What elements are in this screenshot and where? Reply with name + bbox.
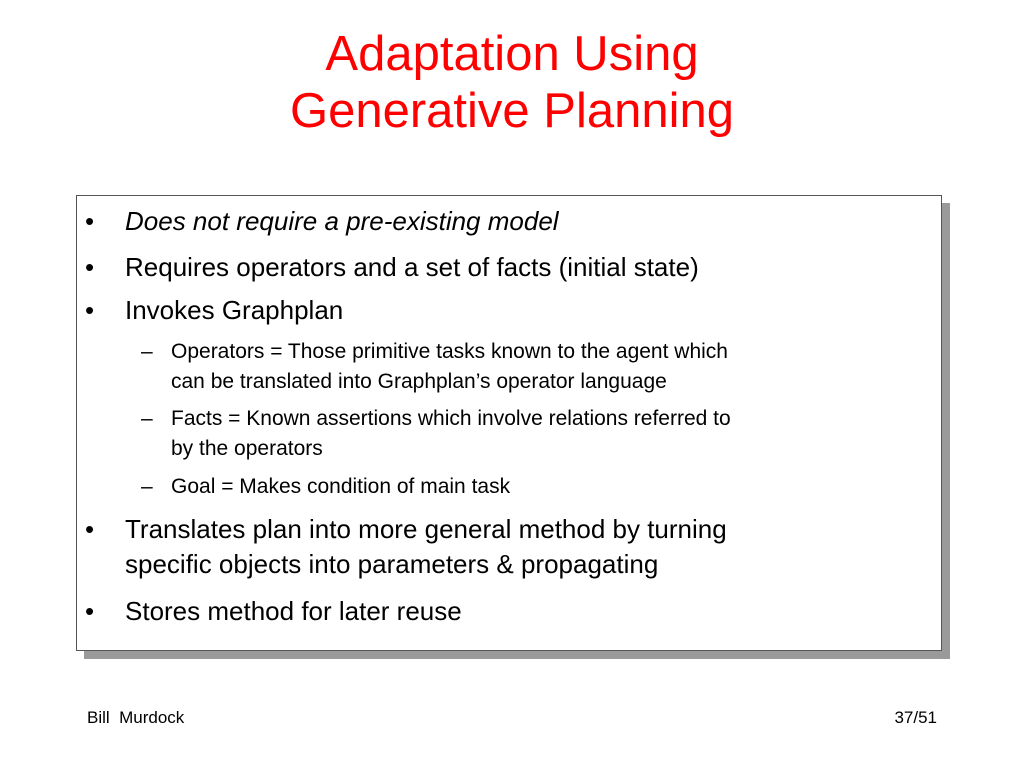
bullet-line: Translates plan into more general method by turning [125, 514, 727, 544]
sub-bullet-line: Facts = Known assertions which involve relations referred to [171, 407, 731, 430]
bullet-glyph: • [85, 596, 95, 626]
slide-title [0, 26, 1024, 140]
sub-bullet-line: by the operators [171, 437, 323, 460]
bullet-text: Stores method for later reuse [125, 596, 462, 626]
bullet-glyph: • [85, 295, 95, 325]
slide-title-line-2: Generative Planning [289, 84, 734, 138]
sub-bullet-text: Goal = Makes condition of main task [171, 475, 511, 498]
sub-bullet-line: can be translated into Graphplan’s operator language [171, 370, 667, 393]
bullet-text: Does not require a pre-existing model [125, 206, 559, 236]
dash-glyph: – [141, 407, 153, 430]
sub-bullet-text [171, 404, 936, 464]
bullet-glyph: • [85, 206, 95, 236]
sub-bullet-text [171, 337, 936, 397]
dash-glyph: – [141, 340, 153, 363]
footer-page-number: 37/51 [894, 708, 937, 727]
bullet-line: specific objects into parameters & propagating [125, 549, 659, 579]
bullet-text: Invokes Graphplan [125, 295, 344, 325]
sub-bullet-line: Operators = Those primitive tasks known to the agent which [171, 340, 728, 363]
bullet-text: Requires operators and a set of facts (initial state) [125, 252, 699, 282]
bullet-glyph: • [85, 514, 95, 544]
bullet-glyph: • [85, 252, 95, 282]
content-box [76, 195, 942, 651]
dash-glyph: – [141, 475, 153, 498]
footer-author: Bill Murdock [87, 708, 185, 727]
slide-title-line-1: Adaptation Using [325, 27, 699, 81]
bullet-text [125, 512, 925, 582]
